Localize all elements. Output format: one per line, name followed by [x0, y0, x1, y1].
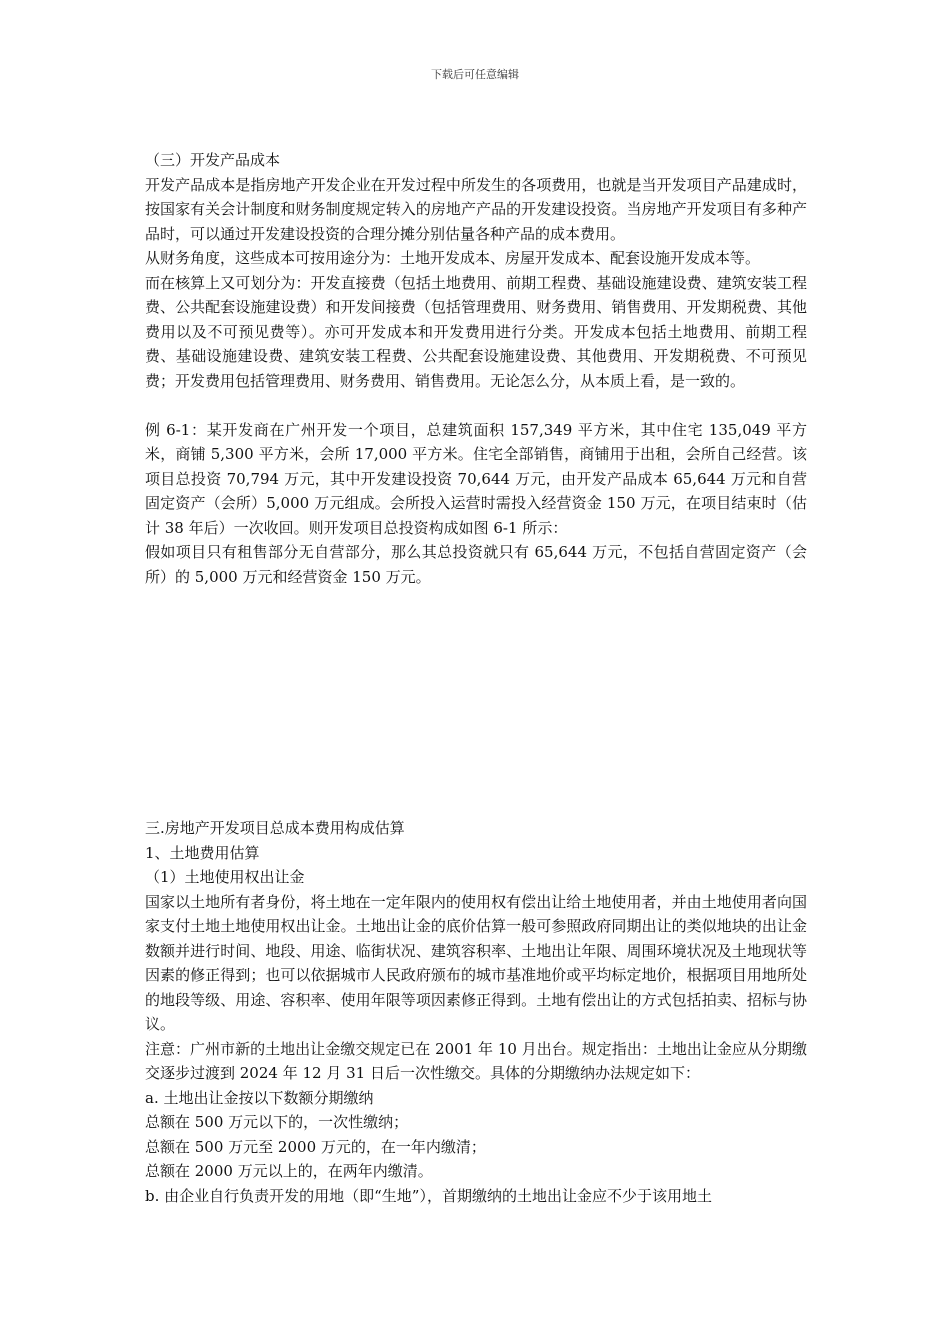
paragraph-example-6-1: 例 6-1：某开发商在广州开发一个项目，总建筑面积 157,349 平方米，其中住宅 135,049 平方米，商铺 5,300 平方米，会所 17,000 平方米。住宅全部销售，商铺用于出租，会所自己经营。该项目总投资 70,794 万元，其中开发建设投资 70,644 万元，由开发产品成本 65,644 万元和自营固定资产（会所）5,000 万元组成。会所投入运营时需投入经营资金 150 万元，在项目结束时（估计 38 年后）一次收回。则开发项目总投资构成如图 6-1 所示： [145, 420, 807, 537]
list-item: b. 由企业自行负责开发的用地（即“生地”），首期缴纳的土地出让金应不少于该用地土 [145, 1186, 712, 1205]
section-development-product-cost [145, 148, 807, 589]
blank-line [145, 393, 807, 418]
subsection-heading: 1、土地费用估算 [145, 843, 260, 862]
paragraph-example-note: 假如项目只有租售部分无自营部分，那么其总投资就只有 65,644 万元，不包括自营固定资产（会所）的 5,000 万元和经营资金 150 万元。 [145, 543, 807, 586]
subsection-heading: （1）土地使用权出让金 [145, 868, 305, 886]
section-heading: 三.房地产开发项目总成本费用构成估算 [145, 819, 405, 837]
list-item: 总额在 500 万元至 2000 万元的，在一年内缴清； [145, 1137, 486, 1156]
paragraph-accounting-view: 而在核算上又可划分为：开发直接费（包括土地费用、前期工程费、基础设施建设费、建筑安装工程费、公共配套设施建设费）和开发间接费（包括管理费用、财务费用、销售费用、开发期税费、其他费用以及不可预见费等）。亦可开发成本和开发费用进行分类。开发成本包括土地费用、前期工程费、基础设施建设费、建筑安装工程费、公共配套设施建设费、其他费用、开发期税费、不可预见费；开发费用包括管理费用、财务费用、销售费用。无论怎么分，从本质上看，是一致的。 [145, 273, 807, 390]
paragraph-definition: 开发产品成本是指房地产开发企业在开发过程中所发生的各项费用，也就是当开发项目产品建成时，按国家有关会计制度和财务制度规定转入的房地产产品的开发建设投资。当房地产开发项目有多种产品时，可以通过开发建设投资的合理分摊分别估量各种产品的成本费用。 [145, 175, 807, 243]
list-item: 总额在 2000 万元以上的，在两年内缴清。 [145, 1162, 433, 1180]
paragraph-guangzhou-note: 注意：广州市新的土地出让金缴交规定已在 2001 年 10 月出台。规定指出：土地出让金应从分期缴交逐步过渡到 2024 年 12 月 31 日后一次性缴交。具体的分期缴纳办法规定如下： [145, 1039, 807, 1082]
page-header-note: 下载后可任意编辑 [431, 68, 519, 81]
paragraph-financial-view: 从财务角度，这些成本可按用途分为：土地开发成本、房屋开发成本、配套设施开发成本等。 [145, 249, 761, 267]
list-item: 总额在 500 万元以下的，一次性缴纳； [145, 1113, 409, 1131]
list-item: a. 土地出让金按以下数额分期缴纳 [145, 1088, 374, 1107]
section-heading: （三）开发产品成本 [145, 151, 281, 169]
section-total-cost-estimation [145, 816, 807, 1208]
paragraph-land-transfer-fee: 国家以土地所有者身份，将土地在一定年限内的使用权有偿出让给土地使用者，并由土地使用者向国家支付土地土地使用权出让金。土地出让金的底价估算一般可参照政府同期出让的类似地块的出让金数额并进行时间、地段、用途、临街状况、建筑容积率、土地出让年限、周围环境状况及土地现状等因素的修正得到；也可以依据城市人民政府颁布的城市基准地价或平均标定地价，根据项目用地所处的地段等级、用途、容积率、使用年限等项因素修正得到。土地有偿出让的方式包括拍卖、招标与协议。 [145, 892, 807, 1033]
